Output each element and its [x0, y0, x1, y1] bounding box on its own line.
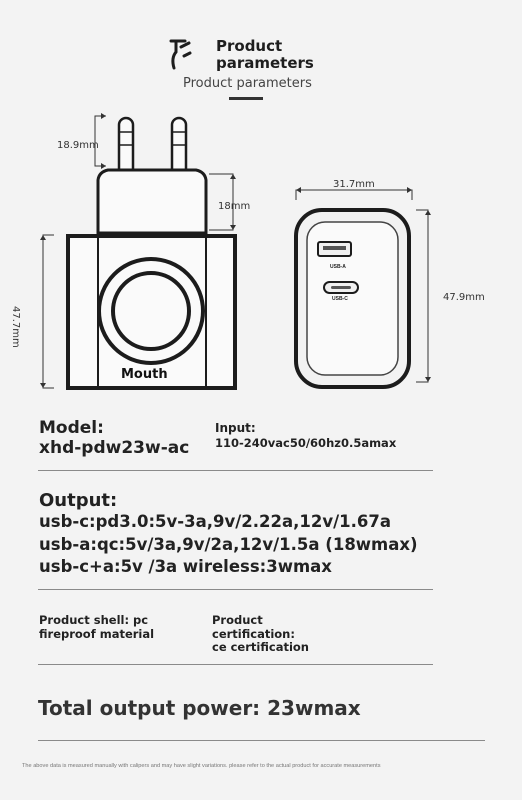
input-value: 110-240vac50/60hz0.5amax [215, 436, 397, 450]
output-line-combined: usb-c+a:5v /3a wireless:3wmax [39, 557, 332, 576]
usb-a-label: USB-A [330, 264, 346, 270]
plug-pins [119, 118, 186, 176]
product-shell-spec: Product shell: pc fireproof material [39, 613, 155, 641]
dim-pin-width: 18.9mm [57, 140, 99, 151]
page-title: Product parameters [216, 37, 314, 72]
dim-pin-length: 18mm [218, 201, 251, 212]
model-value: xhd-pdw23w-ac [39, 438, 190, 458]
footnote: The above data is measured manually with calipers and may have slight variations. please refer to the actual product for accurate measurements [22, 763, 381, 769]
dim-body-height: 47.7mm [10, 306, 21, 348]
divider [38, 740, 485, 741]
total-output-power: Total output power: 23wmax [38, 696, 361, 720]
page-subtitle: Product parameters [183, 76, 312, 91]
divider [38, 664, 433, 665]
divider [38, 589, 433, 590]
output-label: Output: [39, 490, 118, 511]
input-label: Input: [215, 421, 256, 435]
brand-logo-icon [168, 38, 194, 77]
dim-front-width: 31.7mm [333, 179, 375, 190]
output-line-usb-a: usb-a:qc:5v/3a,9v/2a,12v/1.5a (18wmax) [39, 535, 418, 554]
usb-c-label: USB-C [332, 296, 348, 302]
certification-spec: Product certification: ce certification [212, 613, 309, 654]
mouth-label: Mouth [121, 367, 168, 382]
plug-neck [98, 170, 206, 233]
divider [38, 470, 433, 471]
output-line-usb-c: usb-c:pd3.0:5v-3a,9v/2.22a,12v/1.67a [39, 512, 391, 531]
mouth-inner-ring [113, 273, 189, 349]
dim-front-height: 47.9mm [443, 292, 485, 303]
model-label: Model: [39, 418, 104, 438]
